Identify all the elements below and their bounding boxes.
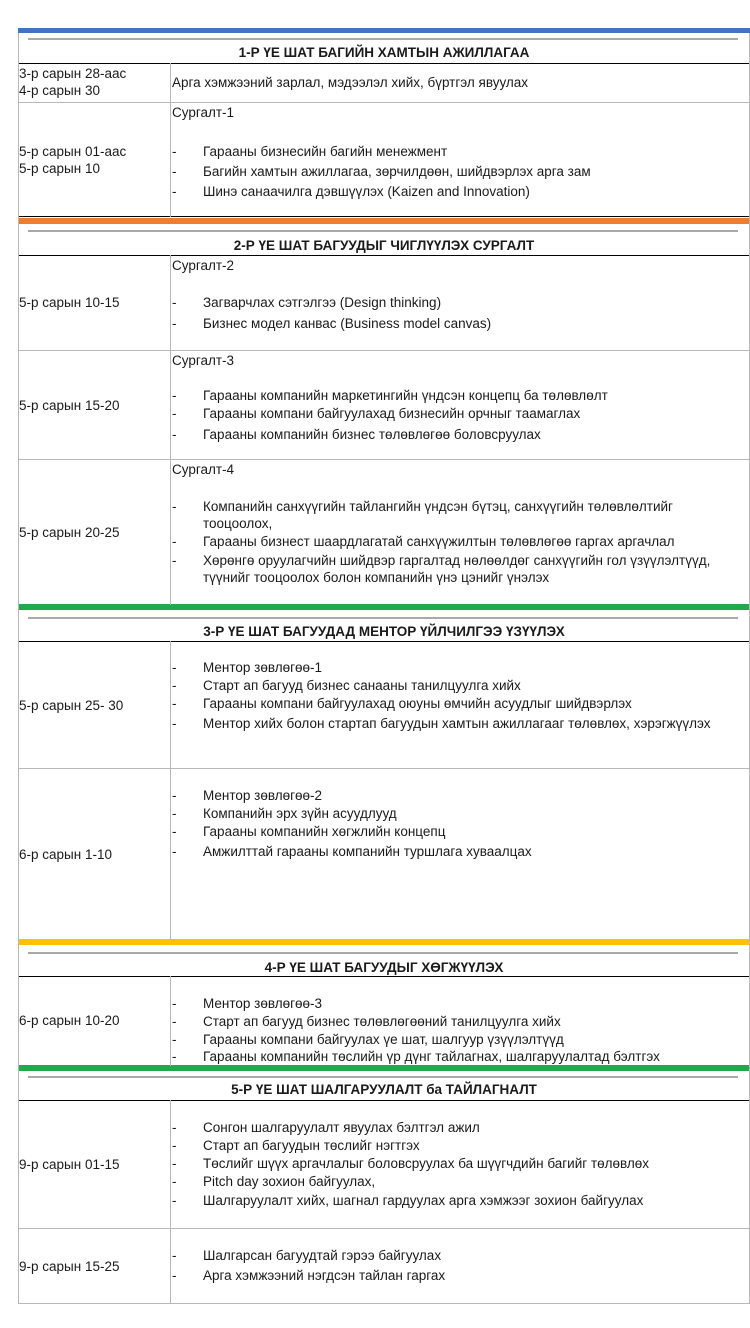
table-left-border <box>18 33 19 1304</box>
row-divider <box>18 102 750 103</box>
phase-2-rule <box>28 230 738 232</box>
column-divider <box>170 1100 171 1304</box>
row-date: 5-р сарын 15-20 <box>19 398 120 413</box>
column-divider <box>170 255 171 605</box>
row-divider <box>18 1100 750 1101</box>
bullet-dash: - <box>172 996 177 1011</box>
list-item: Гарааны компани байгуулахад бизнесийн орчныг таамаглах <box>203 406 581 421</box>
phase-5-title: 5-Р ҮЕ ШАТ ШАЛГАРУУЛАЛТ ба ТАЙЛАГНАЛТ <box>231 1082 537 1097</box>
row-divider <box>18 976 750 977</box>
row-date: 9-р сарын 01-15 <box>19 1157 120 1172</box>
phase-2-title: 2-Р ҮЕ ШАТ БАГУУДЫГ ЧИГЛҮҮЛЭХ СУРГАЛТ <box>233 238 535 253</box>
date-line: 4-р сарын 30 <box>19 83 100 98</box>
bullet-dash: - <box>172 406 177 421</box>
bullet-dash: - <box>172 534 177 549</box>
bullet-dash: - <box>172 1120 177 1135</box>
list-item: Төслийг шүүх аргачлалыг боловсруулах ба шүүгчдийн багийг төлөвлөх <box>203 1156 650 1171</box>
bullet-dash: - <box>172 660 177 675</box>
training-heading: Сургалт-2 <box>172 258 235 273</box>
row-date <box>19 65 169 99</box>
list-item: Старт ап багууд бизнес санааны танилцуулга хийх <box>203 678 521 693</box>
bullet-dash: - <box>172 1248 177 1263</box>
list-item: Компанийн санхүүгийн тайлангийн үндсэн бүтэц, санхүүгийн төлөвлөлтийг тооцоолох, <box>203 499 673 531</box>
bullet-dash: - <box>172 788 177 803</box>
list-item: Гарааны компанийн бизнес төлөвлөгөө боловсруулах <box>203 427 541 442</box>
phase-3-rule <box>28 617 738 619</box>
phase-4-rule <box>28 952 738 954</box>
row-divider <box>18 768 750 769</box>
phase-5-color-bar <box>18 1065 750 1071</box>
date-line: 3-р сарын 28-аас <box>19 66 127 81</box>
list-item: Шалгаруулалт хийх, шагнал гардуулах арга хэмжээг зохион байгуулах <box>203 1193 644 1208</box>
bullet-dash: - <box>172 499 177 514</box>
date-line: 5-р сарын 01-аас <box>19 144 127 159</box>
column-divider <box>170 641 171 940</box>
bullet-dash: - <box>172 824 177 839</box>
list-item: Ментор зөвлөгөө-3 <box>203 996 323 1011</box>
bullet-dash: - <box>172 806 177 821</box>
row-date: 6-р сарын 1-10 <box>19 847 112 862</box>
list-item: Ментор зөвлөгөө-2 <box>203 788 323 803</box>
list-item: Гарааны компанийн төслийн үр дүнг тайлагнах, шалгаруулалтад бэлтгэх <box>203 1049 660 1064</box>
list-item: Старт ап багуудын төслийг нэгтгэх <box>203 1138 420 1153</box>
list-item: Хөрөнгө оруулагчийн шийдвэр гаргалтад нөлөөлдөг санхүүгийн гол үзүүлэлтүүд, түүнийг тооцоолох болон компанийн үнэ цэнийг үнэлэх <box>203 553 711 585</box>
row-date <box>19 143 169 177</box>
row-date: 6-р сарын 10-20 <box>19 1013 120 1028</box>
row-divider <box>18 459 750 460</box>
row-text: Арга хэмжээний зарлал, мэдээлэл хийх, бүртгэл явуулах <box>172 75 529 90</box>
bullet-dash: - <box>172 1049 177 1064</box>
row-date: 5-р сарын 10-15 <box>19 295 120 310</box>
phase-2-color-bar <box>18 218 750 224</box>
bullet-dash: - <box>172 1193 177 1208</box>
training-heading: Сургалт-4 <box>172 462 235 477</box>
phase-4-title: 4-Р ҮЕ ШАТ БАГУУДЫГ ХӨГЖҮҮЛЭХ <box>264 960 504 975</box>
list-item: Компанийн эрх зүйн асуудлууд <box>203 806 397 821</box>
list-item: Гарааны компани байгуулахад оюуны өмчийн асуудлыг шийдвэрлэх <box>203 696 632 711</box>
list-item: Бизнес модел канвас (Business model canvas) <box>203 316 492 331</box>
bullet-dash: - <box>172 388 177 403</box>
table-bottom-border <box>18 1303 750 1304</box>
list-item: Гарааны компанийн маркетингийн үндсэн концепц ба төлөвлөлт <box>203 388 608 403</box>
bullet-dash: - <box>172 1174 177 1189</box>
bullet-dash: - <box>172 678 177 693</box>
phase-1-title: 1-Р ҮЕ ШАТ БАГИЙН ХАМТЫН АЖИЛЛАГАА <box>238 45 530 60</box>
list-item: Гарааны компанийн хөгжлийн концепц <box>203 824 446 839</box>
list-item: Гарааны бизнест шаардлагатай санхүүжилтын төлөвлөгөө гаргах аргачлал <box>203 534 675 549</box>
row-divider <box>18 1228 750 1229</box>
date-line: 5-р сарын 10 <box>19 161 100 176</box>
bullet-dash: - <box>172 1014 177 1029</box>
phase-4-color-bar <box>18 939 750 945</box>
bullet-dash: - <box>172 1156 177 1171</box>
row-divider <box>18 255 750 256</box>
list-item: Загварчлах сэтгэлгээ (Design thinking) <box>203 295 442 310</box>
list-item: Старт ап багууд бизнес төлөвлөгөөний танилцуулга хийх <box>203 1014 561 1029</box>
list-item: Амжилттай гарааны компанийн туршлага хуваалцах <box>203 844 532 859</box>
list-item: Багийн хамтын ажиллагаа, зөрчилдөөн, шийдвэрлэх арга зам <box>203 164 591 179</box>
row-divider <box>18 63 750 64</box>
column-divider <box>170 63 171 217</box>
bullet-dash: - <box>172 1032 177 1047</box>
bullet-dash: - <box>172 184 177 199</box>
bullet-dash: - <box>172 316 177 331</box>
phase-3-color-bar <box>18 604 750 610</box>
list-item: Ментор хийх болон стартап багуудын хамтын ажиллагааг төлөвлөх, хэрэгжүүлэх <box>203 716 711 731</box>
bullet-dash: - <box>172 295 177 310</box>
list-item: Сонгон шалгаруулалт явуулах бэлтгэл ажил <box>203 1120 480 1135</box>
list-item: Гарааны компани байгуулах үе шат, шалгуур үзүүлэлтүүд <box>203 1032 564 1047</box>
row-divider <box>18 216 750 217</box>
list-item: Шалгарсан багуудтай гэрээ байгуулах <box>203 1248 442 1263</box>
bullet-dash: - <box>172 427 177 442</box>
column-divider <box>170 976 171 1066</box>
phase-3-title: 3-Р ҮЕ ШАТ БАГУУДАД МЕНТОР ҮЙЛЧИЛГЭЭ ҮЗҮҮЛЭХ <box>203 624 565 639</box>
list-item: Арга хэмжээний нэгдсэн тайлан гаргах <box>203 1268 446 1283</box>
row-date: 5-р сарын 20-25 <box>19 525 120 540</box>
bullet-dash: - <box>172 716 177 731</box>
phase-1-rule <box>28 38 738 40</box>
bullet-dash: - <box>172 553 177 568</box>
row-date: 9-р сарын 15-25 <box>19 1259 120 1274</box>
training-heading: Сургалт-1 <box>172 105 235 120</box>
bullet-dash: - <box>172 1138 177 1153</box>
training-heading: Сургалт-3 <box>172 353 235 368</box>
bullet-dash: - <box>172 1268 177 1283</box>
list-item: Ментор зөвлөгөө-1 <box>203 660 323 675</box>
list-item: Шинэ санаачилга дэвшүүлэх (Kaizen and Innovation) <box>203 184 530 199</box>
bullet-dash: - <box>172 844 177 859</box>
bullet-dash: - <box>172 696 177 711</box>
list-item: Pitch day зохион байгуулах, <box>203 1174 376 1189</box>
phase-1-color-bar <box>18 28 750 33</box>
row-divider <box>18 641 750 642</box>
list-item: Гарааны бизнесийн багийн менежмент <box>203 144 448 159</box>
row-date: 5-р сарын 25- 30 <box>19 698 124 713</box>
row-divider <box>18 350 750 351</box>
bullet-dash: - <box>172 144 177 159</box>
phase-5-rule <box>28 1076 738 1078</box>
bullet-dash: - <box>172 164 177 179</box>
